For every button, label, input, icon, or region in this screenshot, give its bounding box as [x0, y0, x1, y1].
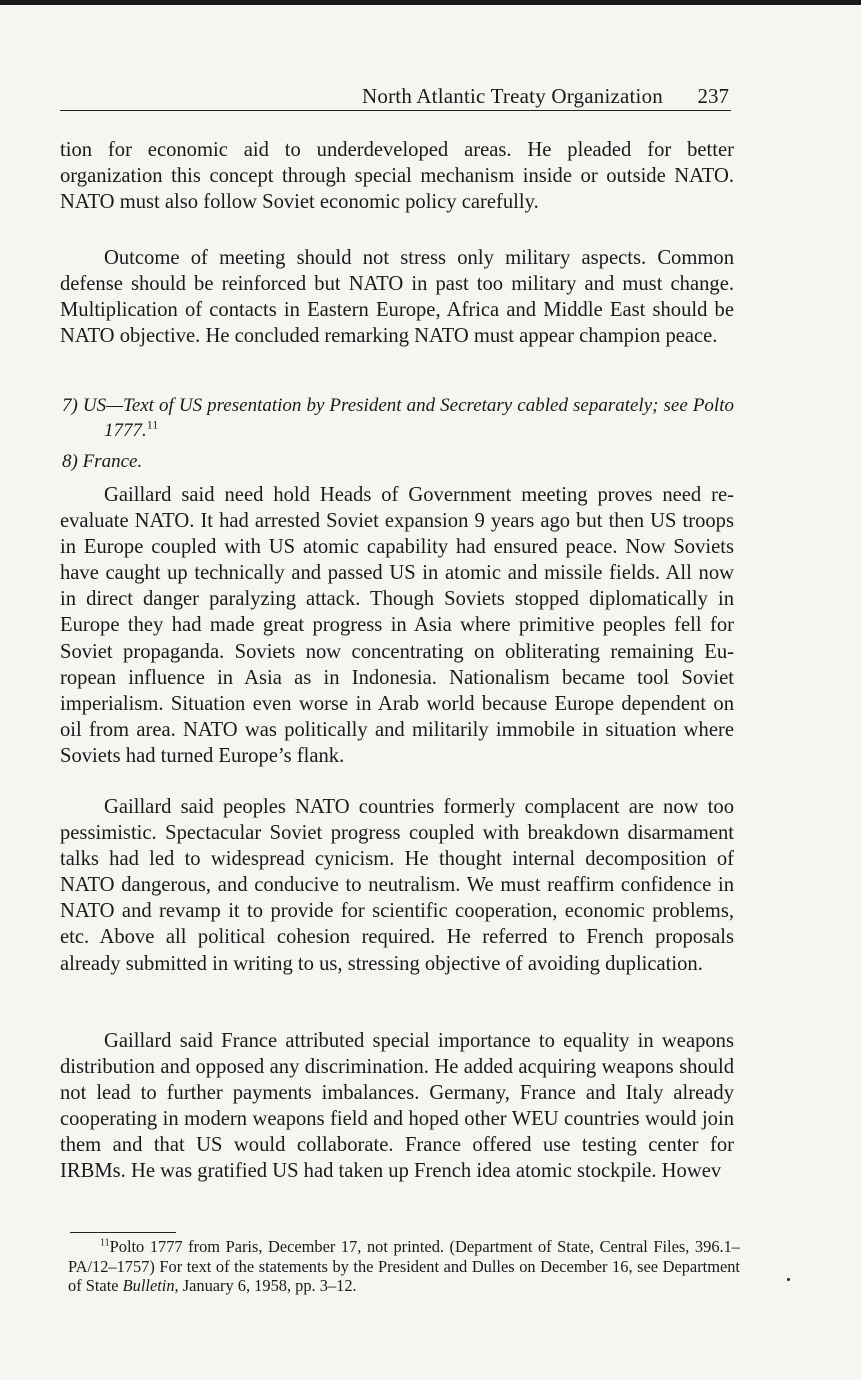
paragraph-outcome: Outcome of meeting should not stress only military aspects. Common defense should be reinforced but NATO in past too military and must change. Multiplication of contacts in Eastern Europe, Africa and Middle East should be NATO objective. He concluded remarking NATO must appear champion peace. — [60, 247, 734, 348]
running-title: North Atlantic Treaty Organization — [362, 84, 663, 108]
footnote-text-before: Polto 1777 from Paris, December 17, not printed. (Department of State, Central Files, 396.1–PA/12–1757) For text of the statements by the President and Dulles on December 16, see Department of State — [68, 1237, 740, 1296]
top-border — [0, 0, 861, 5]
paragraph-gaillard-1: Gaillard said need hold Heads of Government meeting proves need re-evaluate NATO. It had arrested Soviet expansion 9 years ago but then US troops in Europe coupled with US atomic capability had ensured peace. Now Soviets have caught up technically and passed US in atomic and missile fields. All now in direct danger paralyzing attack. Though Soviets stopped diplomatically in Europe they had made great progress in Asia where primitive peoples fell for Soviet propaganda. Soviets now concentrating on obliterating remaining European influence in Asia as in Indonesia. Nationalism became tool Soviet imperialism. Situation even worse in Arab world because Europe dependent on oil from area. NATO was politically and militarily immobile in situation where Soviets had turned Europe’s flank. — [60, 484, 734, 767]
item-7-us — [62, 393, 734, 443]
footnote-number: 11 — [100, 1237, 110, 1249]
footnote-text-after: January 6, 1958, pp. 3–12. — [178, 1276, 357, 1296]
paragraph-gaillard-3: Gaillard said France attributed special importance to equality in weapons distribution and opposed any discrimination. He added acquiring weapons should not lead to further payments imbalances. Germany, France and Italy already cooperating in modern weapons field and hoped other WEU countries would join them and that US would collaborate. France offered use testing center for IRBMs. He was gratified US had taken up French idea atomic stockpile. Howev — [60, 1030, 734, 1183]
item-8-france: 8) France. — [62, 451, 143, 472]
footnote-rule — [70, 1232, 176, 1233]
running-header — [60, 82, 731, 111]
footnote-italic-bulletin: Bulletin, — [122, 1276, 179, 1296]
page-number: 237 — [697, 84, 729, 108]
paragraph-gaillard-2: Gaillard said peoples NATO countries formerly complacent are now too pessimistic. Spectacular Soviet progress coupled with breakdown disarmament talks had led to widespread cynicism. He thought internal decomposition of NATO dangerous, and conducive to neutralism. We must reaffirm confidence in NATO and revamp it to provide for scientific cooperation, economic problems, etc. Above all political cohesion required. He referred to French proposals already submitted in writing to us, stressing objective of avoiding duplication. — [60, 796, 734, 975]
paragraph-continued: tion for economic aid to underdeveloped areas. He pleaded for better organization this concept through special mechanism inside or outside NATO. NATO must also follow Soviet economic policy carefully. — [60, 139, 734, 214]
footnote-11 — [68, 1237, 740, 1296]
page-speck — [787, 1278, 790, 1281]
item-7-text: 7) US—Text of US presentation by President and Secretary cabled separately; see Polto 1777. — [62, 395, 734, 441]
footnote-ref: 11 — [146, 417, 159, 432]
